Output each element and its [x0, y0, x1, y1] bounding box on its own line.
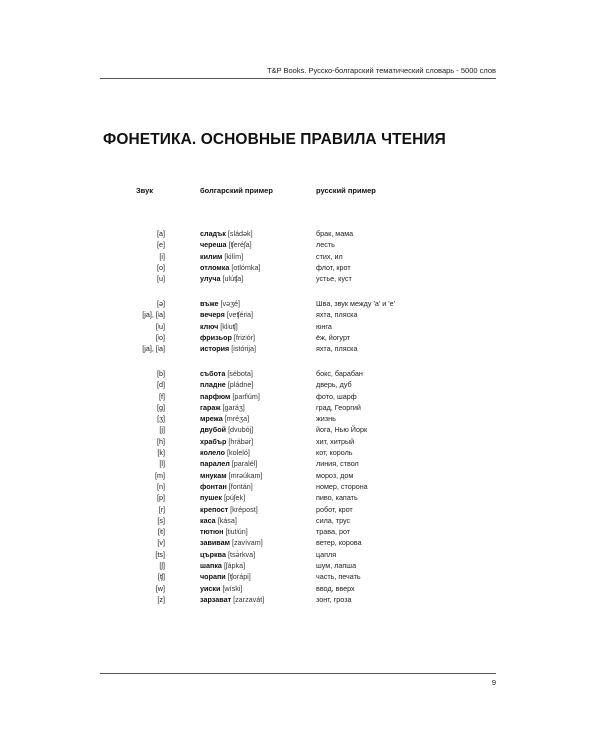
transcription: [púʃek] [223, 493, 246, 503]
russian-example: ввод, вверх [316, 583, 355, 593]
bulgarian-example [200, 228, 253, 239]
table-row [0, 413, 600, 424]
sound-symbol: [v] [157, 538, 165, 548]
bulgarian-word: череша [200, 240, 227, 250]
sound-symbol: [o] [157, 262, 165, 272]
bulgarian-example [200, 332, 255, 343]
table-row [0, 368, 600, 379]
table-row [0, 537, 600, 548]
transcription: [istórija] [231, 344, 256, 354]
bulgarian-word: храбър [200, 436, 227, 446]
russian-example: часть, печать [316, 572, 361, 582]
sound-symbol: [ə] [157, 298, 165, 308]
table-row [0, 321, 600, 332]
table-row [0, 262, 600, 273]
russian-example: пиво, капать [316, 493, 358, 503]
table-row [0, 239, 600, 250]
transcription: [garáʒ] [222, 402, 245, 412]
table-row [0, 343, 600, 354]
transcription: [vəʒé] [220, 298, 240, 308]
bulgarian-example [200, 594, 264, 605]
sound-symbol: [ʲt] [157, 527, 165, 537]
bulgarian-example [200, 413, 249, 424]
bulgarian-word: гараж [200, 402, 221, 412]
sound-symbol: [ʃ] [159, 561, 165, 571]
russian-example: жизнь [316, 414, 336, 424]
sound-symbol: [h] [157, 436, 165, 446]
russian-example: цапля [316, 549, 337, 559]
russian-example: мороз, дом [316, 470, 354, 480]
russian-example: устье, куст [316, 274, 352, 284]
russian-example: флот, крот [316, 262, 351, 272]
table-row [0, 594, 600, 605]
sound-symbol: [e] [157, 240, 165, 250]
bulgarian-word: паралел [200, 459, 230, 469]
table-row [0, 504, 600, 515]
transcription: [mréʒa] [224, 414, 250, 424]
sound-symbol: [a] [157, 229, 165, 238]
footer-rule [100, 673, 496, 674]
bulgarian-example [200, 402, 245, 413]
running-header: T&P Books. Русско-болгарский тематический словарь - 5000 слов [266, 66, 496, 75]
transcription: [pládne] [227, 380, 254, 390]
bulgarian-word: въже [200, 298, 219, 308]
sound-symbol: [f] [159, 391, 165, 401]
bulgarian-example [200, 321, 238, 332]
sound-symbol: [b] [157, 368, 165, 378]
bulgarian-word: каса [200, 515, 216, 525]
table-row [0, 571, 600, 582]
table-row [0, 526, 600, 537]
table-row [0, 228, 600, 239]
sound-symbol: [m] [155, 470, 165, 480]
russian-example: робот, крот [316, 504, 353, 514]
table-row [0, 549, 600, 560]
bulgarian-example [200, 309, 253, 320]
russian-example: юнга [316, 321, 332, 331]
header-rule [100, 78, 496, 79]
sound-symbol: [g] [157, 402, 165, 412]
bulgarian-word: парфюм [200, 391, 231, 401]
table-row [0, 273, 600, 284]
russian-example: брак, мама [316, 229, 354, 238]
transcription: [koleló] [227, 448, 250, 458]
table-row [0, 447, 600, 458]
bulgarian-example [200, 273, 243, 284]
table-row [0, 402, 600, 413]
bulgarian-word: крепост [200, 504, 229, 514]
bulgarian-word: тютюн [200, 527, 224, 537]
bulgarian-example [200, 391, 260, 402]
bulgarian-word: чорапи [200, 572, 226, 582]
transcription: [parfʲúm] [232, 391, 260, 401]
bulgarian-example [200, 504, 258, 515]
bulgarian-example [200, 368, 253, 379]
sound-symbol: [ʒ] [157, 414, 165, 424]
bulgarian-example [200, 470, 263, 481]
bulgarian-word: улуча [200, 274, 221, 284]
bulgarian-example [200, 571, 251, 582]
russian-example: линия, ствол [316, 459, 359, 469]
bulgarian-example [200, 481, 253, 492]
bulgarian-example [200, 583, 242, 594]
transcription: [krépost] [230, 504, 258, 514]
table-row [0, 515, 600, 526]
table-row [0, 424, 600, 435]
bulgarian-example [200, 343, 256, 354]
table-row [0, 251, 600, 262]
table-row [0, 332, 600, 343]
bulgarian-example [200, 526, 248, 537]
russian-example: ветер, корова [316, 538, 362, 548]
russian-example: Шва, звук между 'а' и 'е' [316, 298, 395, 308]
bulgarian-example [200, 262, 261, 273]
sound-symbol: [p] [157, 493, 165, 503]
transcription: [mrəúkam] [228, 470, 263, 480]
transcription: [kilím] [224, 251, 244, 261]
russian-example: хит, хитрый [316, 436, 355, 446]
bulgarian-word: събота [200, 368, 226, 378]
page-title: ФОНЕТИКА. ОСНОВНЫЕ ПРАВИЛА ЧТЕНИЯ [103, 131, 446, 148]
transcription: [sládək] [227, 229, 253, 238]
table-row [0, 481, 600, 492]
russian-example: ёж, йогурт [316, 332, 351, 342]
transcription: [ulúʧa] [222, 274, 244, 284]
russian-example: дверь, дуб [316, 380, 352, 390]
russian-example: шум, лапша [316, 561, 357, 571]
bulgarian-example [200, 560, 245, 571]
column-header-sound: Звук [135, 186, 154, 195]
sound-symbol: [z] [157, 594, 165, 604]
sound-symbol: [w] [155, 583, 165, 593]
sound-symbol: [l] [159, 459, 165, 469]
bulgarian-word: ключ [200, 321, 219, 331]
phonetics-table [0, 228, 600, 605]
bulgarian-example [200, 447, 250, 458]
bulgarian-word: мнукам [200, 470, 227, 480]
transcription: [zavívam] [231, 538, 263, 548]
table-row [0, 458, 600, 469]
bulgarian-example [200, 436, 253, 447]
sound-symbol: [j] [159, 425, 165, 435]
sound-symbol: [ts] [155, 549, 165, 559]
russian-example: яхта, пляска [316, 344, 358, 354]
sound-symbol: [d] [157, 380, 165, 390]
sound-symbol: [s] [157, 515, 165, 525]
bulgarian-example [200, 492, 245, 503]
russian-example: зонт, гроза [316, 594, 352, 604]
sound-symbol: [ʲo] [155, 332, 165, 342]
bulgarian-word: пушек [200, 493, 222, 503]
bulgarian-example [200, 379, 253, 390]
bulgarian-word: килим [200, 251, 223, 261]
russian-example: град, Георгий [316, 402, 361, 412]
bulgarian-word: вечеря [200, 310, 225, 320]
table-row [0, 436, 600, 447]
transcription: [fontán] [228, 481, 253, 491]
sound-symbol: [n] [157, 481, 165, 491]
bulgarian-word: шапка [200, 561, 222, 571]
bulgarian-example [200, 515, 237, 526]
table-row [0, 379, 600, 390]
transcription: [wíski] [222, 583, 243, 593]
sound-symbol: [ja], [ʲa] [142, 310, 165, 320]
russian-example: лесть [316, 240, 335, 250]
transcription: [tʲutʲún] [225, 527, 248, 537]
russian-example: трава, рот [316, 527, 351, 537]
bulgarian-word: църква [200, 549, 226, 559]
transcription: [sébota] [227, 368, 253, 378]
bulgarian-example [200, 251, 243, 262]
bulgarian-word: завивам [200, 538, 230, 548]
table-row [0, 583, 600, 594]
russian-example: кот, король [316, 448, 353, 458]
transcription: [ʧorápi] [227, 572, 251, 582]
bulgarian-word: история [200, 344, 230, 354]
bulgarian-example [200, 239, 252, 250]
bulgarian-word: фризьор [200, 332, 232, 342]
transcription: [kása] [217, 515, 237, 525]
table-row [0, 470, 600, 481]
transcription: [dvubój] [228, 425, 254, 435]
transcription: [veʧérʲa] [226, 310, 254, 320]
russian-example: фото, шарф [316, 391, 357, 401]
russian-example: яхта, пляска [316, 310, 358, 320]
transcription: [tsə́rkva] [227, 549, 256, 559]
bulgarian-example [200, 458, 257, 469]
sound-symbol: [ja], [ʲa] [142, 344, 165, 354]
table-row [0, 309, 600, 320]
table-row [0, 298, 600, 309]
transcription: [otlómka] [231, 262, 261, 272]
russian-example: стих, ил [316, 251, 343, 261]
bulgarian-word: двубой [200, 425, 227, 435]
russian-example: сила, трус [316, 515, 351, 525]
bulgarian-word: зарзават [200, 594, 232, 604]
transcription: [klʲuʧ] [220, 321, 238, 331]
page-number: 9 [491, 678, 496, 687]
transcription: [hrábər] [228, 436, 254, 446]
bulgarian-example [200, 424, 253, 435]
sound-symbol: [r] [158, 504, 165, 514]
table-row [0, 492, 600, 503]
sound-symbol: [ʲu] [155, 321, 165, 331]
column-header-bulgarian: болгарский пример [200, 186, 273, 195]
russian-example: бокс, барабан [316, 368, 363, 378]
bulgarian-word: отломка [200, 262, 230, 272]
russian-example: йога, Нью Йорк [316, 425, 368, 435]
transcription: [paralél] [231, 459, 258, 469]
bulgarian-word: сладък [200, 229, 226, 238]
transcription: [frizʲór] [233, 332, 255, 342]
table-row [0, 560, 600, 571]
bulgarian-example [200, 537, 263, 548]
bulgarian-word: мрежа [200, 414, 223, 424]
sound-symbol: [k] [157, 448, 165, 458]
sound-symbol: [ʧ] [157, 572, 165, 582]
sound-symbol: [i] [159, 251, 165, 261]
transcription: [zarzavát] [233, 594, 265, 604]
bulgarian-word: уиски [200, 583, 221, 593]
bulgarian-word: пладне [200, 380, 226, 390]
bulgarian-example [200, 549, 255, 560]
transcription: [ʧeréʃa] [228, 240, 252, 250]
bulgarian-word: фонтан [200, 481, 227, 491]
bulgarian-example [200, 298, 240, 309]
column-header-russian: русский пример [316, 186, 376, 195]
bulgarian-word: колело [200, 448, 226, 458]
russian-example: номер, сторона [316, 481, 368, 491]
table-row [0, 391, 600, 402]
sound-symbol: [u] [157, 274, 165, 284]
transcription: [ʃápka] [223, 561, 246, 571]
